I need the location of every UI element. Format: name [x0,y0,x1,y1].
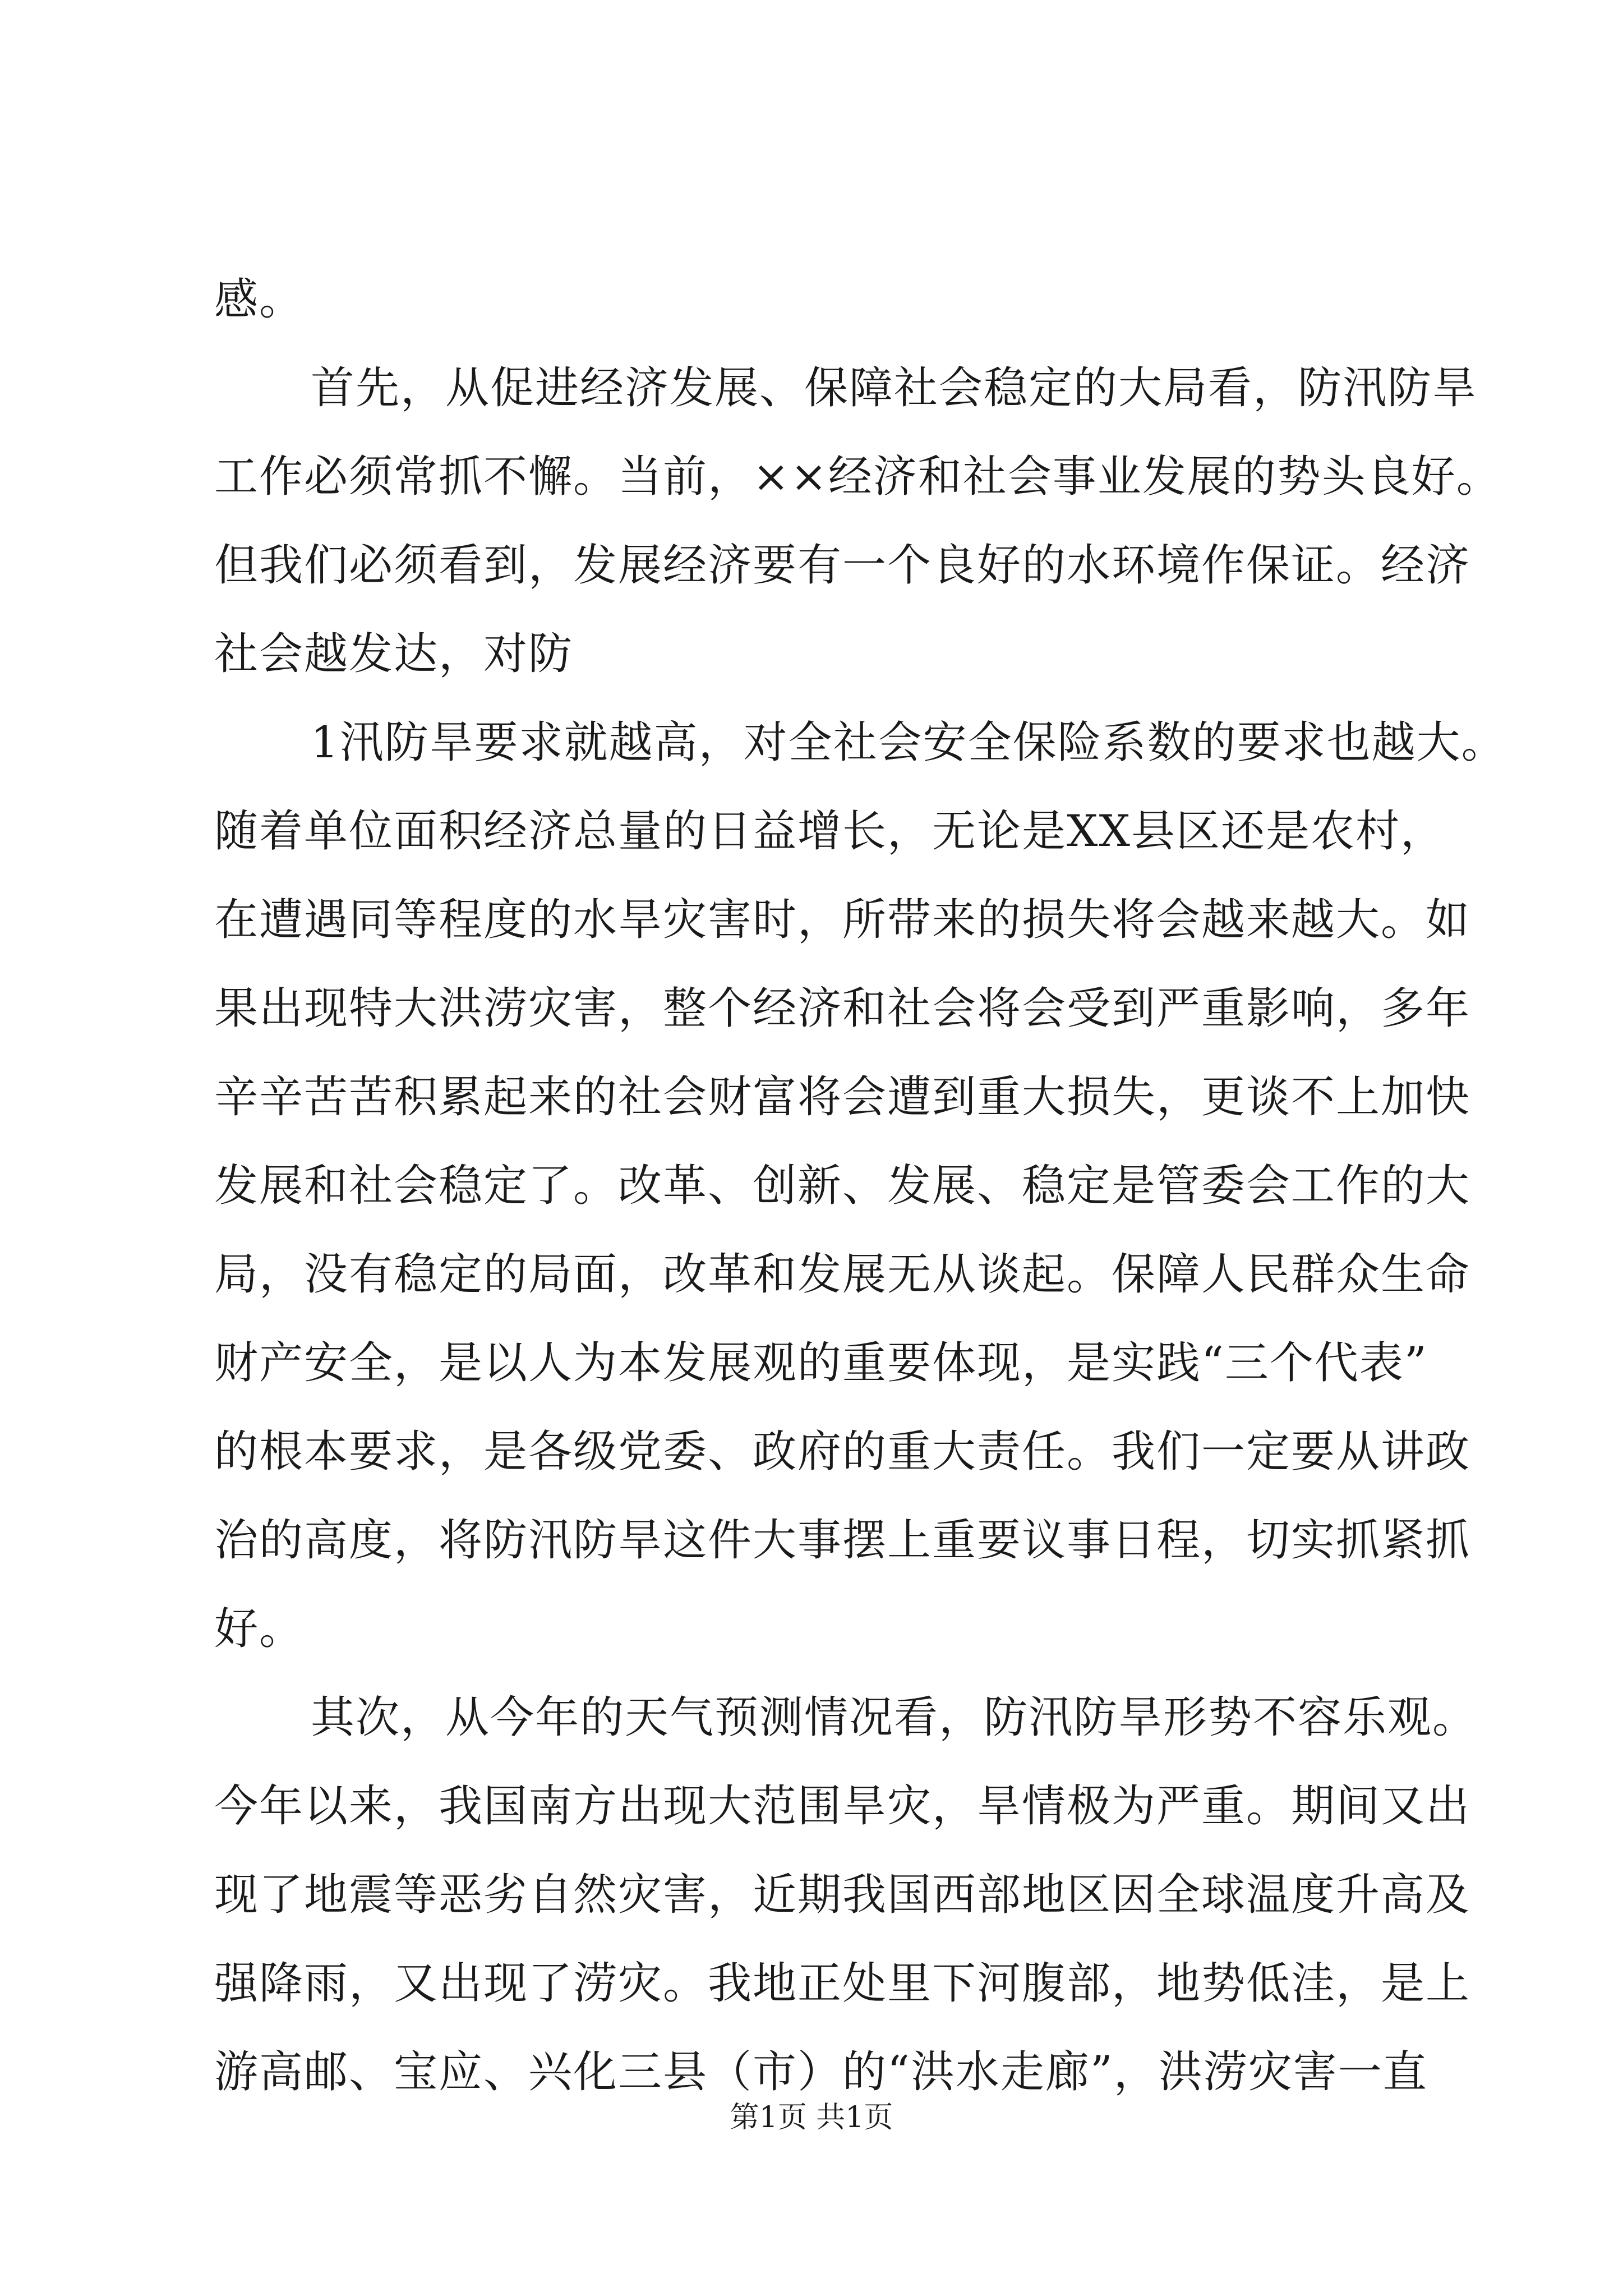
text-line: 局，没有稳定的局面，改革和发展无从谈起。保障人民群众生命 [214,1249,1471,1300]
text-line: 工作必须常抓不懈。当前，××经济和社会事业发展的势头良好。 [214,452,1501,502]
text-line: 首先，从促进经济发展、保障社会稳定的大局看，防汛防旱 [311,363,1478,413]
text-line: 在遭遇同等程度的水旱灾害时，所带来的损失将会越来越大。如 [214,895,1471,945]
text-line: 辛辛苦苦积累起来的社会财富将会遭到重大损失，更谈不上加快 [214,1072,1471,1122]
text-line: 果出现特大洪涝灾害，整个经济和社会将会受到严重影响，多年 [214,983,1471,1034]
text-line: 感。 [214,274,305,325]
page-footer: 第1页 共1页 [730,2101,893,2134]
text-line: 好。 [214,1604,305,1654]
text-line: 社会越发达，对防 [214,629,574,679]
text-line: 财产安全，是以人为本发展观的重要体现，是实践“三个代表” [214,1338,1428,1388]
text-line: 发展和社会稳定了。改革、创新、发展、稳定是管委会工作的大 [214,1161,1471,1211]
text-line: 游高邮、宝应、兴化三县（市）的“洪水走廊”，洪涝灾害一直 [214,2047,1428,2097]
text-line: 强降雨，又出现了涝灾。我地正处里下河腹部，地势低洼，是上 [214,1958,1471,2009]
text-line: 其次，从今年的天气预测情况看，防汛防旱形势不容乐观。 [311,1692,1478,1743]
text-line: 1汛防旱要求就越高，对全社会安全保险系数的要求也越大。 [311,717,1506,768]
text-line: 现了地震等恶劣自然灾害，近期我国西部地区因全球温度升高及 [214,1870,1471,1920]
text-line: 今年以来，我国南方出现大范围旱灾，旱情极为严重。期间又出 [214,1781,1471,1832]
text-line: 随着单位面积经济总量的日益增长，无论是XX县区还是农村， [214,806,1446,857]
text-line: 治的高度，将防汛防旱这件大事摆上重要议事日程，切实抓紧抓 [214,1515,1471,1566]
text-line: 的根本要求，是各级党委、政府的重大责任。我们一定要从讲政 [214,1427,1471,1477]
text-line: 但我们必须看到，发展经济要有一个良好的水环境作保证。经济 [214,540,1471,591]
document-body [214,255,1506,2116]
